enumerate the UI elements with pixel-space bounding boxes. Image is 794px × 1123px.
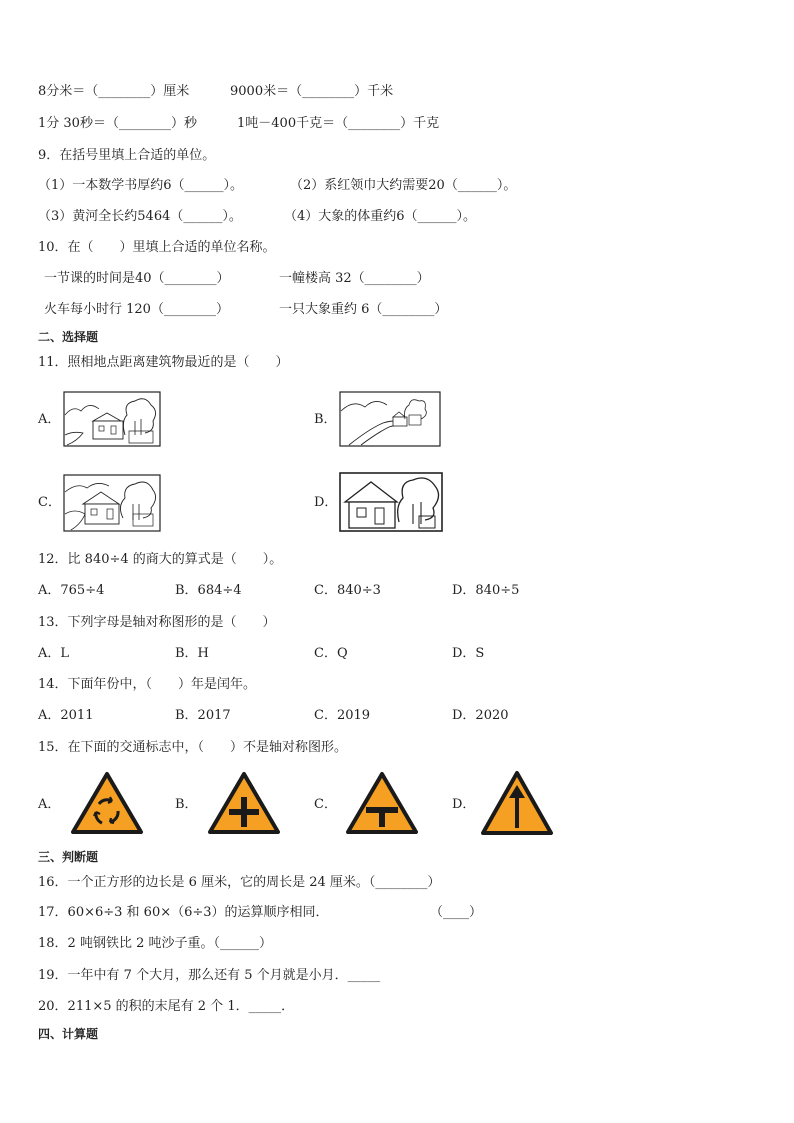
q12-option-a: A．765÷4	[38, 583, 105, 598]
q11-option-c-picture	[63, 474, 161, 532]
q15-option-c-label: C．	[314, 797, 337, 812]
question-9-item-2: （2）系红领巾大约需要20（______）。	[290, 178, 517, 193]
t-junction-sign-icon	[345, 771, 419, 835]
q11-option-c-label: C．	[38, 495, 61, 510]
question-11: 11．照相地点距离建筑物最近的是（ ）	[38, 355, 289, 370]
q14-option-b: B．2017	[175, 708, 231, 723]
question-12: 12．比 840÷4 的商大的算式是（ ）。	[38, 552, 283, 567]
q12-option-b: B．684÷4	[175, 583, 242, 598]
question-10-item-1: 一节课的时间是40（________）	[44, 271, 230, 286]
q14-option-c: C．2019	[314, 708, 371, 723]
question-18: 18．2 吨钢铁比 2 吨沙子重。（______）	[38, 936, 272, 951]
crossroad-sign-icon	[207, 771, 281, 835]
question-10: 10．在（ ）里填上合适的单位名称。	[38, 240, 276, 255]
q11-option-d-label: D．	[314, 495, 338, 510]
q13-option-c: C．Q	[314, 646, 348, 661]
question-9: 9．在括号里填上合适的单位。	[38, 148, 216, 163]
q11-option-a-label: A．	[38, 412, 61, 427]
straight-ahead-sign-icon	[480, 770, 554, 836]
q14-option-a: A．2011	[38, 708, 94, 723]
q13-option-b: B．H	[175, 646, 209, 661]
q13-option-d: D．S	[452, 646, 485, 661]
question-19: 19．一年中有 7 个大月，那么还有 5 个月就是小月．_____	[38, 968, 381, 983]
q11-option-d-picture	[339, 472, 443, 532]
q12-option-c: C．840÷3	[314, 583, 381, 598]
question-9-item-3: （3）黄河全长约5464（______）。	[38, 209, 242, 224]
section-heading-calculation: 四、计算题	[38, 1027, 99, 1041]
question-15: 15．在下面的交通标志中，（ ）不是轴对称图形。	[38, 740, 348, 755]
q11-option-b-picture	[339, 391, 441, 447]
question-9-item-4: （4）大象的体重约6（______）。	[284, 209, 477, 224]
q15-option-a-label: A．	[38, 797, 61, 812]
conversion-line-2b: 1吨－400千克＝（________）千克	[237, 116, 440, 131]
q15-option-b-label: B．	[175, 797, 198, 812]
question-16: 16．一个正方形的边长是 6 厘米，它的周长是 24 厘米。（________）	[38, 875, 441, 890]
section-heading-choice: 二、选择题	[38, 330, 99, 344]
question-10-item-2: 一幢楼高 32（________）	[279, 271, 430, 286]
question-20: 20．211×5 的积的末尾有 2 个 1．_____．	[38, 999, 295, 1014]
roundabout-sign-icon	[70, 771, 144, 835]
question-17: 17．60×6÷3 和 60×（6÷3）的运算顺序相同．	[38, 905, 329, 920]
conversion-line-2a: 1分 30秒＝（________）秒	[38, 116, 197, 131]
conversion-line-1b: 9000米＝（________）千米	[230, 84, 394, 99]
question-9-item-1: （1）一本数学书厚约6（______）。	[38, 178, 244, 193]
question-14: 14．下面年份中，（ ）年是闰年。	[38, 677, 257, 692]
question-10-item-4: 一只大象重约 6（________）	[279, 302, 448, 317]
q15-option-d-label: D．	[452, 797, 476, 812]
q11-option-b-label: B．	[314, 412, 337, 427]
section-heading-judgement: 三、判断题	[38, 850, 99, 864]
question-13: 13．下列字母是轴对称图形的是（ ）	[38, 615, 276, 630]
q11-option-a-picture	[63, 391, 161, 447]
q12-option-d: D．840÷5	[452, 583, 520, 598]
q14-option-d: D．2020	[452, 708, 509, 723]
conversion-line-1a: 8分米＝（________）厘米	[38, 84, 190, 99]
q13-option-a: A．L	[38, 646, 70, 661]
question-17-blank: （____）	[430, 905, 483, 920]
question-10-item-3: 火车每小时行 120（________）	[44, 302, 229, 317]
